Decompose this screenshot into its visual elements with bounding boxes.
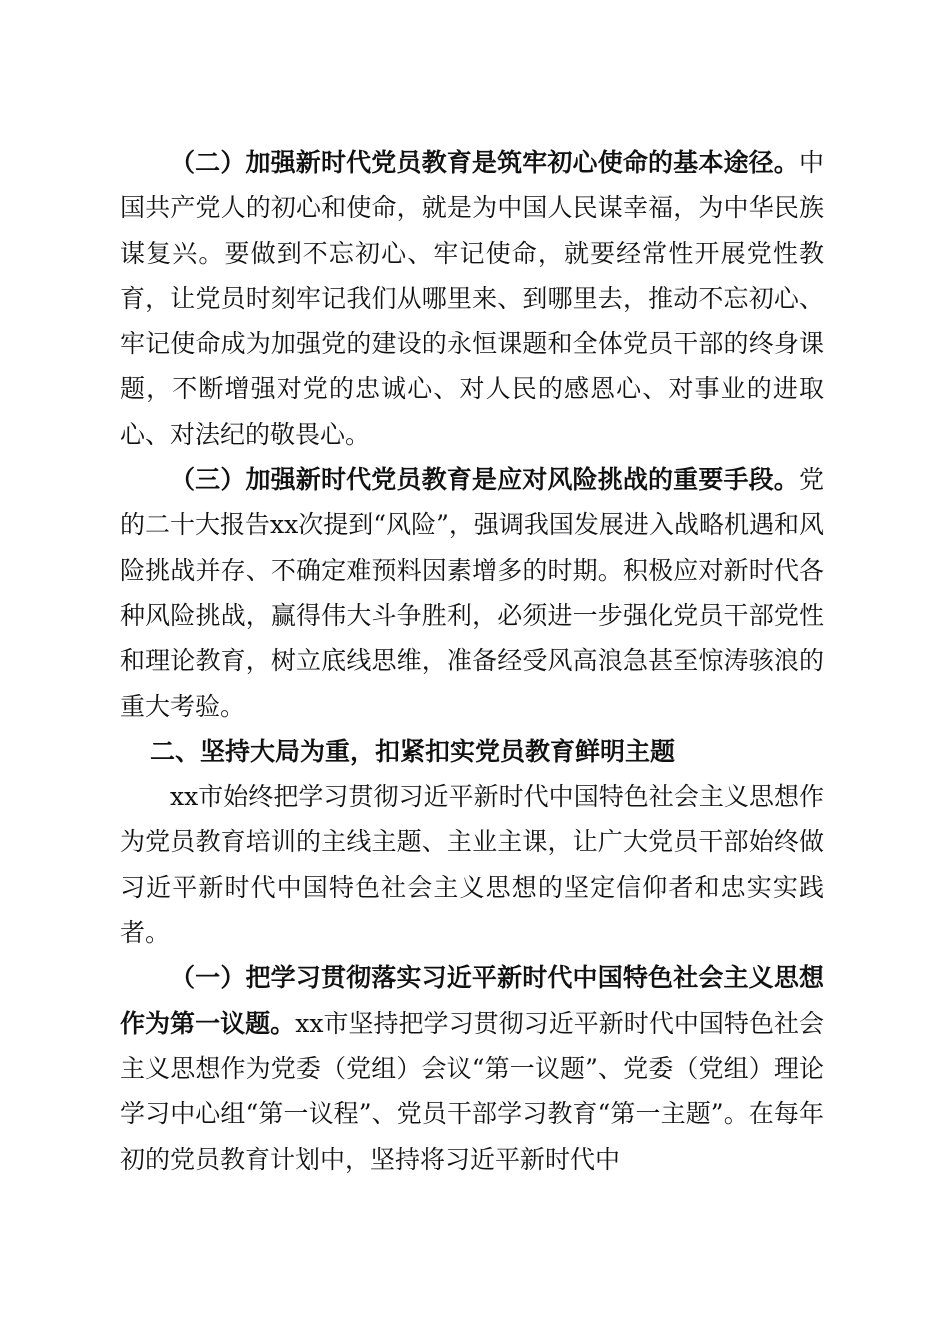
paragraph-text: xx市始终把学习贯彻习近平新时代中国特色社会主义思想作为党员教育培训的主线主题、主业主课，让广大党员干部始终做习近平新时代中国特色社会主义思想的坚定信仰者和忠实实践者。 xyxy=(120,782,824,948)
paragraph-section-1-2 xyxy=(120,140,824,457)
paragraph-lead: （二）加强新时代党员教育是筑牢初心使命的基本途径。 xyxy=(170,148,799,177)
paragraph-section-2-intro xyxy=(120,774,824,955)
paragraph-text: 中国共产党人的初心和使命，就是为中国人民谋幸福，为中华民族谋复兴。要做到不忘初心、牢记使命，就要经常性开展党性教育，让党员时刻牢记我们从哪里来、到哪里去，推动不忘初心、牢记使命成为加强党的建设的永恒课题和全体党员干部的终身课题，不断增强对党的忠诚心、对人民的感恩心、对事业的进取心、对法纪的敬畏心。 xyxy=(120,148,824,449)
paragraph-section-2-1 xyxy=(120,955,824,1181)
document-body xyxy=(120,140,824,1182)
paragraph-lead: （三）加强新时代党员教育是应对风险挑战的重要手段。 xyxy=(170,465,799,495)
paragraph-lead: （一）把学习贯彻落实习近平新时代中国特色社会主义思想作为第一议题。 xyxy=(120,963,824,1038)
paragraph-text: xx市坚持把学习贯彻习近平新时代中国特色社会主义思想作为党委（党组）会议“第一议题”、党委（党组）理论学习中心组“第一议程”、党员干部学习教育“第一主题”。在每年初的党员教育计划中，坚持将习近平新时代中 xyxy=(120,1008,824,1174)
section-heading-2: 二、坚持大局为重，扣紧扣实党员教育鲜明主题 xyxy=(150,736,676,766)
paragraph-section-1-3 xyxy=(120,457,824,729)
paragraph-text: 党的二十大报告xx次提到“风险”，强调我国发展进入战略机遇和风险挑战并存、不确定难预料因素增多的时期。积极应对新时代各种风险挑战，赢得伟大斗争胜利，必须进一步强化党员干部党性和理论教育，树立底线思维，准备经受风高浪急甚至惊涛骇浪的重大考验。 xyxy=(120,465,824,721)
